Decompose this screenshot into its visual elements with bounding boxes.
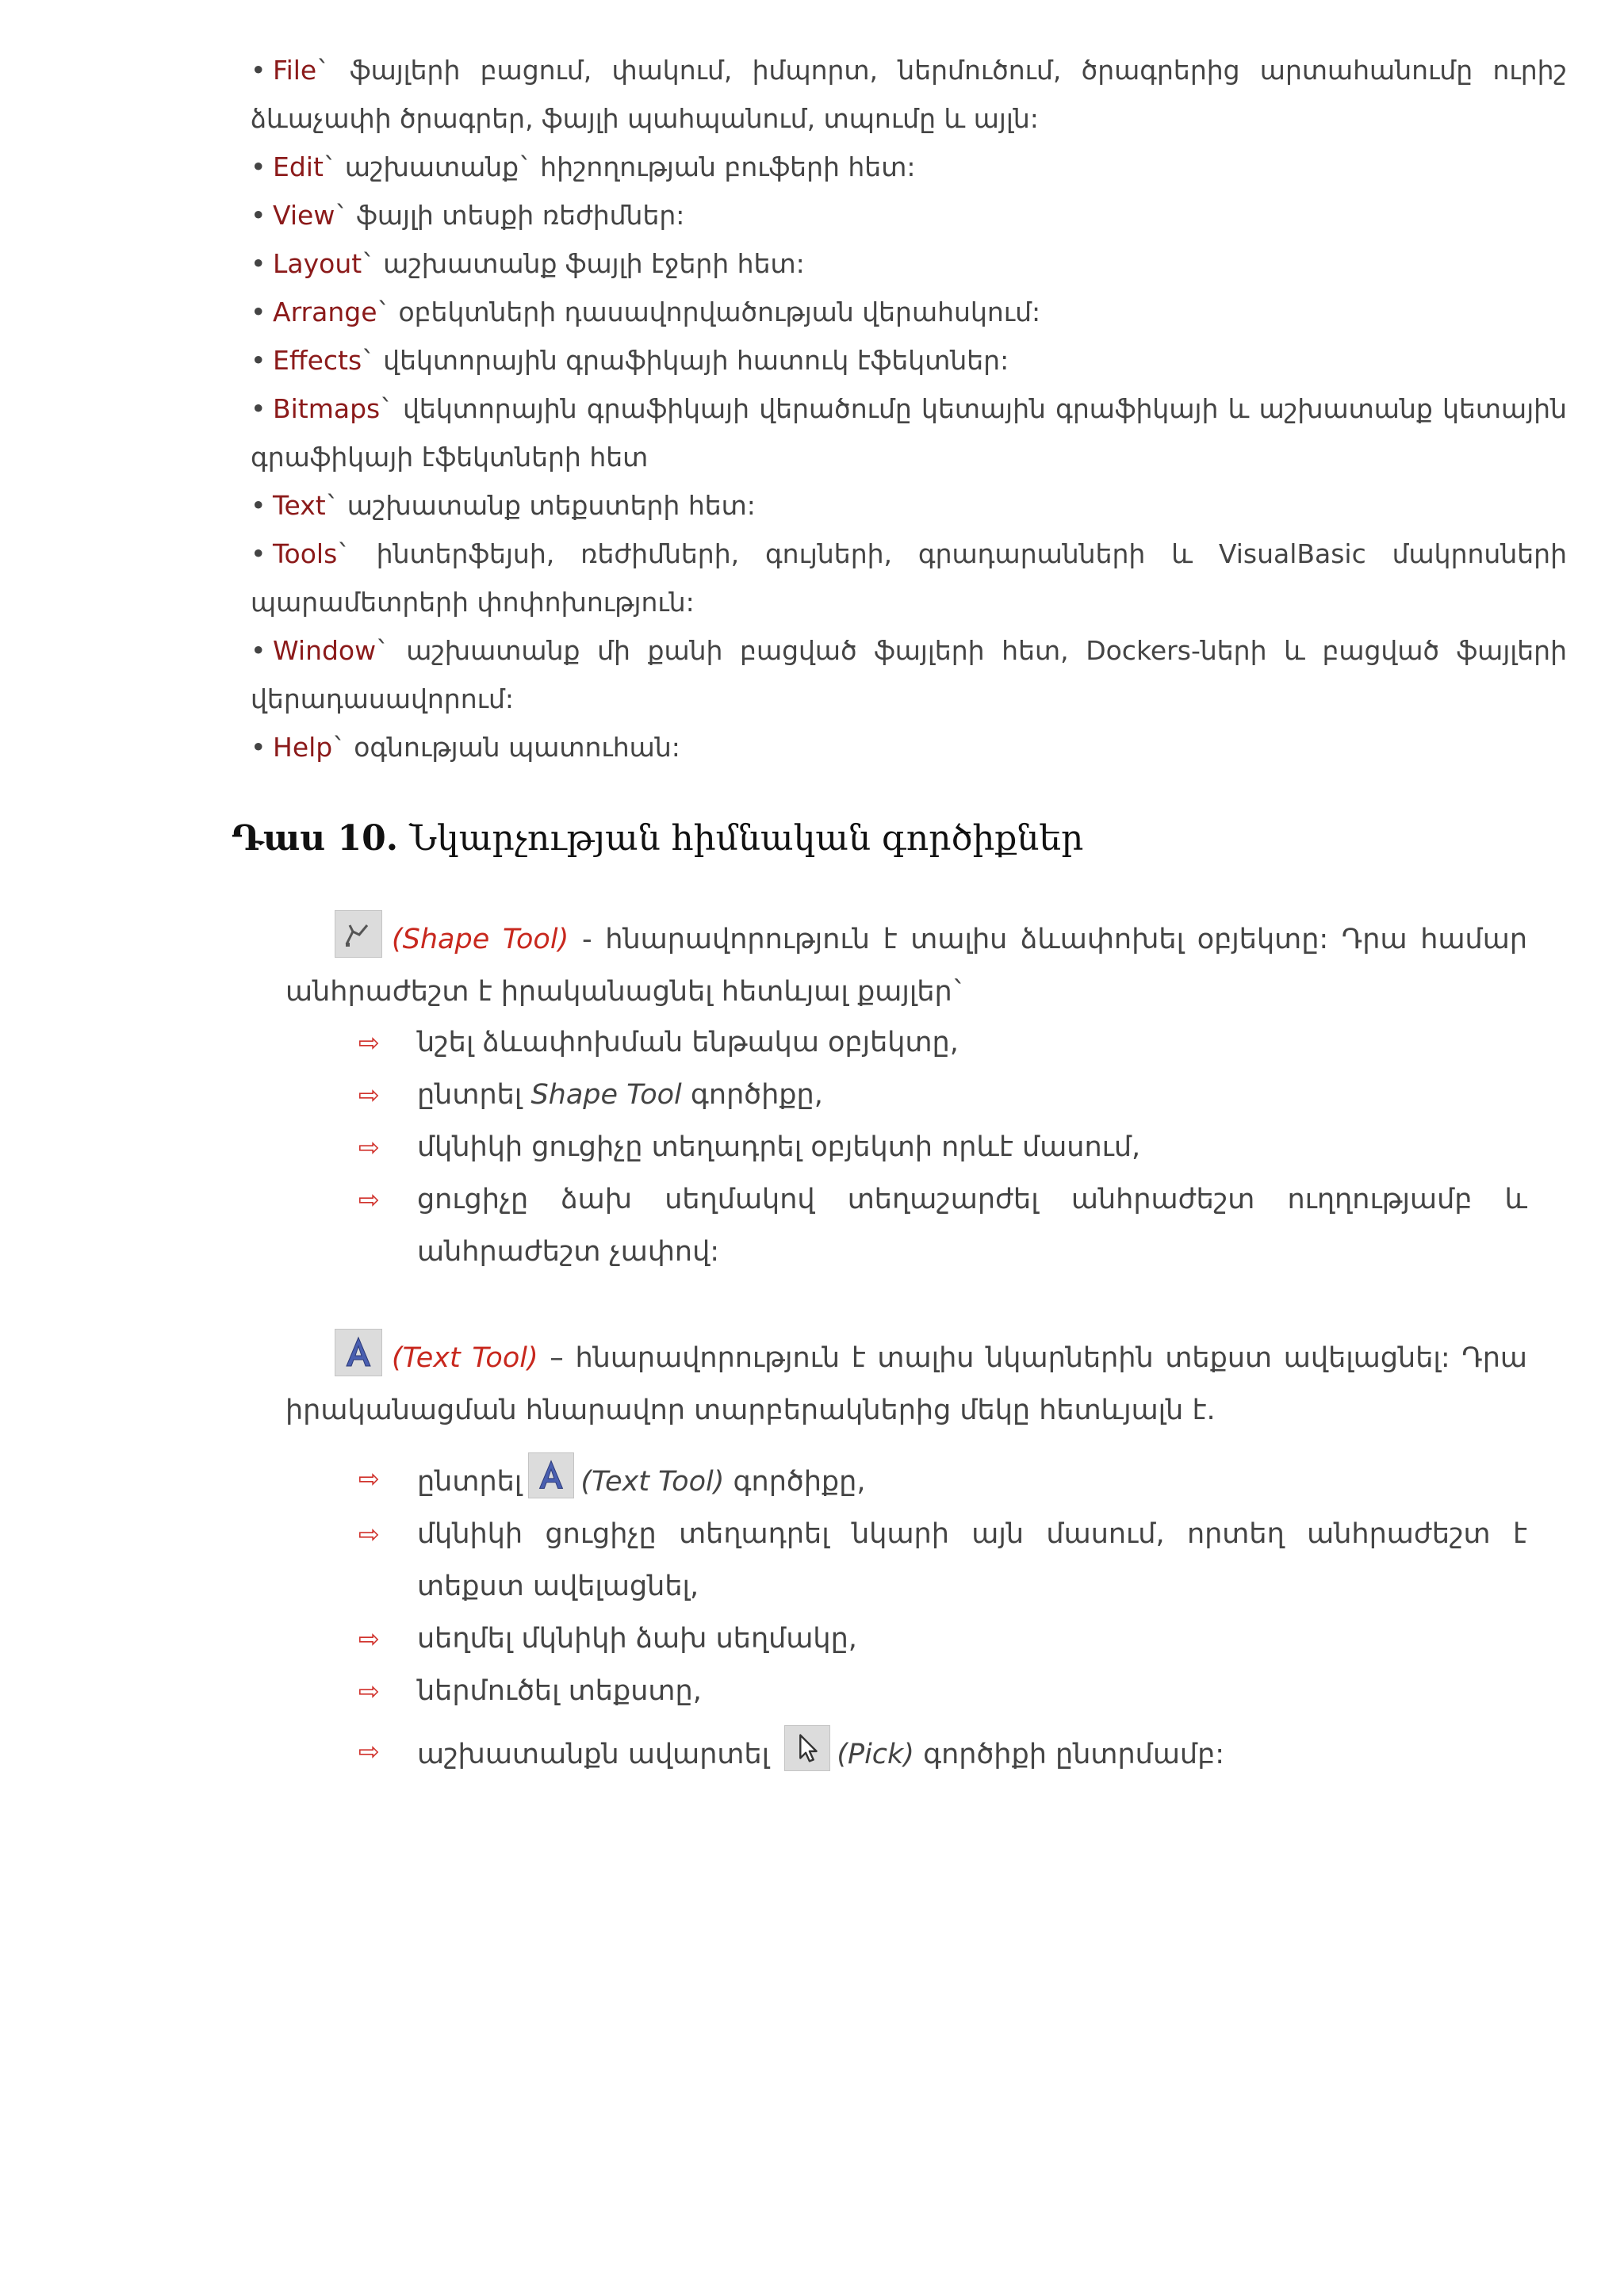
pick-tool-icon (784, 1725, 830, 1771)
list-item (358, 1069, 1527, 1121)
menu-desc: ` ֆայլերի բացում, փակում, իմպորտ, ներմուծում, ծրագրերից արտահանումը ուրիշ ձևաչափի ծրագրեր, ֆայլի պահպանում, տպումը և այլն: (251, 55, 1567, 134)
menu-desc: ` օգնության պատուհան: (332, 732, 680, 763)
list-item (358, 1665, 1527, 1717)
menu-desc: ` օբեկտների դասավորվածության վերահսկում: (377, 297, 1041, 327)
menu-desc: ` վեկտորային գրաֆիկայի հատուկ էֆեկտներ: (362, 345, 1009, 376)
bullet: • (251, 635, 266, 666)
arrow-icon: ⇨ (358, 1676, 380, 1706)
lesson-number: Դաս 10. (232, 818, 399, 859)
step-tool-name: (Pick) (837, 1739, 914, 1770)
text-tool-name: (Text Tool) (392, 1342, 538, 1374)
arrow-icon: ⇨ (358, 1464, 380, 1494)
menu-desc: ` աշխատանք տեքստերի հետ: (325, 490, 756, 521)
step-text: նշել ձևափոխման ենթակա օբյեկտը, (417, 1027, 959, 1058)
list-item (358, 1613, 1527, 1665)
shape-tool-paragraph (285, 910, 1527, 1018)
step-text: գործիքը, (681, 1079, 823, 1111)
menu-desc: ` աշխատանք ֆայլի էջերի հետ: (362, 248, 805, 279)
menu-item-bitmaps (251, 385, 1567, 481)
menu-name: Effects (273, 345, 362, 376)
menu-desc: ` աշխատանք մի քանի բացված ֆայլերի հետ, Dockers-ների և բացված ֆայլերի վերադասավորում: (251, 635, 1567, 714)
menu-name: Bitmaps (273, 393, 381, 424)
step-text: մկնիկի ցուցիչը տեղադրել նկարի այն մասում, որտեղ անհրաժեշտ է տեքստ ավելացնել, (417, 1518, 1527, 1602)
arrow-icon: ⇨ (358, 1519, 380, 1549)
bullet: • (251, 297, 266, 327)
bullet: • (251, 151, 266, 182)
menu-item-view (251, 191, 1567, 239)
menu-name: Window (273, 635, 377, 666)
step-text: ընտրել (417, 1079, 531, 1111)
step-tool-name: Shape Tool (530, 1079, 682, 1111)
step-text: ընտրել (417, 1466, 523, 1498)
menu-name: Text (273, 490, 326, 521)
bullet: • (251, 732, 266, 763)
menu-name: Layout (273, 248, 362, 279)
menu-name: Edit (273, 151, 324, 182)
list-item (358, 1725, 1527, 1781)
menu-item-arrange (251, 288, 1567, 336)
bullet: • (251, 55, 266, 86)
text-tool-paragraph (285, 1329, 1527, 1437)
bullet: • (251, 538, 266, 569)
arrow-icon: ⇨ (358, 1736, 380, 1766)
arrow-icon: ⇨ (358, 1184, 380, 1215)
menu-desc: ` ֆայլի տեսքի ռեժիմներ: (335, 200, 685, 231)
step-text: գործիքի ընտրմամբ: (914, 1739, 1225, 1770)
step-text: ցուցիչը ձախ սեղմակով տեղաշարժել անհրաժեշտ ուղղությամբ և անհրաժեշտ չափով: (417, 1184, 1527, 1268)
menu-item-tools (251, 530, 1567, 626)
menu-desc: ` ինտերֆեյսի, ռեժիմների, գույների, գրադարանների և VisualBasic մակրոսների պարամետրերի փոփոխություն: (251, 538, 1567, 618)
bullet: • (251, 200, 266, 231)
menu-name: File (273, 55, 317, 86)
step-text: գործիքը, (724, 1466, 866, 1498)
lesson-heading (232, 818, 1083, 859)
list-item (358, 1173, 1527, 1278)
bullet: • (251, 490, 266, 521)
arrow-icon: ⇨ (358, 1132, 380, 1162)
step-text: աշխատանքն ավարտել (417, 1739, 779, 1770)
menu-name: Help (273, 732, 333, 763)
shape-tool-desc: - հնարավորություն է տալիս ձևափոխել օբյեկտը: Դրա համար անհրաժեշտ է իրականացնել հետևյալ քայլեր` (285, 924, 1528, 1008)
menu-item-edit (251, 143, 1567, 191)
step-text: ներմուծել տեքստը, (417, 1675, 702, 1707)
step-text: սեղմել մկնիկի ձախ սեղմակը, (417, 1623, 857, 1655)
step-tool-name: (Text Tool) (580, 1466, 725, 1498)
text-tool-icon (528, 1452, 574, 1498)
menu-desc: ` վեկտորային գրաֆիկայի վերածումը կետային գրաֆիկայի և աշխատանք կետային գրաֆիկայի էֆեկտների հետ (251, 393, 1567, 473)
list-item (358, 1121, 1527, 1173)
menu-item-text (251, 481, 1567, 530)
menu-item-window (251, 626, 1567, 723)
text-tool-desc: – հնարավորություն է տալիս նկարներին տեքստ ավելացնել: Դրա իրականացման հնարավոր տարբերակներից մեկը հետևյալն է. (285, 1342, 1527, 1426)
text-tool-steps (358, 1452, 1527, 1781)
arrow-icon: ⇨ (358, 1027, 380, 1058)
menu-item-file (251, 46, 1567, 143)
lesson-title-text: Նկարչության հիմնական գործիքներ (398, 818, 1084, 859)
menu-item-layout (251, 239, 1567, 288)
bullet: • (251, 345, 266, 376)
bullet: • (251, 248, 266, 279)
shape-tool-name: (Shape Tool) (392, 924, 569, 955)
arrow-icon: ⇨ (358, 1080, 380, 1110)
bullet: • (251, 393, 266, 424)
shape-tool-icon (335, 910, 382, 958)
step-text: մկնիկի ցուցիչը տեղադրել օբյեկտի որևէ մասում, (417, 1131, 1141, 1163)
menu-name: Tools (273, 538, 338, 569)
list-item (358, 1508, 1527, 1613)
list-item (358, 1016, 1527, 1069)
menu-item-help (251, 723, 1567, 771)
menu-name: View (273, 200, 335, 231)
menu-desc: ` աշխատանք` հիշողության բուֆերի հետ: (323, 151, 916, 182)
menu-description-list (251, 46, 1567, 771)
menu-item-effects (251, 336, 1567, 385)
arrow-icon: ⇨ (358, 1624, 380, 1654)
text-tool-icon (335, 1329, 382, 1376)
shape-tool-steps (358, 1016, 1527, 1278)
menu-name: Arrange (273, 297, 377, 327)
list-item (358, 1452, 1527, 1508)
